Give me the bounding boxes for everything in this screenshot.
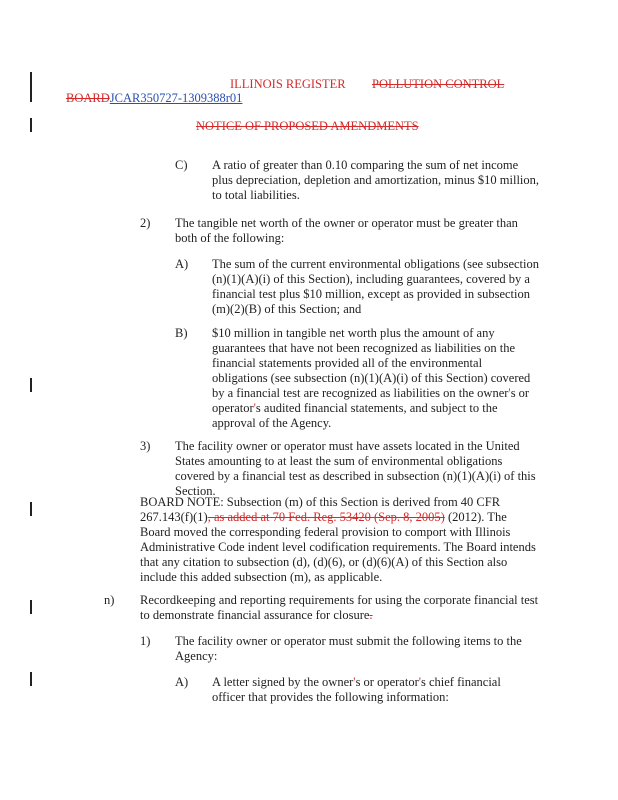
apostrophe-mark: ' bbox=[353, 675, 356, 689]
item-2a-text: The sum of the current environmental obligations (see subsection (n)(1)(A)(i) of this Section), including guarantees, covered by a financial test plus $10 million, except as provided in subsection (m)(2)(B) of this Section; and bbox=[212, 257, 539, 316]
apostrophe-mark: ' bbox=[253, 401, 256, 415]
item-3-text: The facility owner or operator must have assets located in the United States amounting to at least the sum of environmental obligations covered by a financial test as described in subsection (n)(1)(A)(i) of this Section. bbox=[175, 439, 536, 498]
board-strike-text: BOARD bbox=[66, 91, 110, 105]
item-n1-label: 1) bbox=[140, 634, 151, 648]
item-n1a-text bbox=[212, 675, 537, 705]
item-2b-text-part1: $10 million in tangible net worth plus the amount of any guarantees that have not been recognized as liabilities on the financial statements provided all of the environmental obligations (see subsection (n)(1)(A)(i) of this Section) covered by a financial test are recognized as liabilities on the owner bbox=[212, 326, 531, 400]
item-2b-label: B) bbox=[175, 326, 188, 340]
register-text: ILLINOIS REGISTER bbox=[230, 77, 346, 91]
notice-text: NOTICE OF PROPOSED AMENDMENTS bbox=[196, 119, 419, 133]
change-bar bbox=[30, 672, 32, 686]
item-n1a-label: A) bbox=[175, 675, 189, 689]
board-note-part2: (2012). The Board moved the corresponding federal provision to comport with Illinois Administrative Code indent level codification requirements. The Board intends that any citation to subsection (d), (d)(6), or (d)(6)(A) of this Section also include this added subsection (m), as applicable. bbox=[140, 510, 536, 584]
item-n-text-main: Recordkeeping and reporting requirements for using the corporate financial test to demonstrate financial assurance for closure bbox=[140, 593, 539, 622]
item-2b-text-part3: s audited financial statements, and subject to the approval of the Agency. bbox=[212, 401, 498, 430]
item-2a-label: A) bbox=[175, 257, 189, 271]
item-n1a-text-part1: A letter signed by the owner bbox=[212, 675, 354, 689]
item-2b-text-part2: s or operator bbox=[212, 386, 530, 415]
item-2-text: The tangible net worth of the owner or operator must be greater than both of the following: bbox=[175, 216, 518, 245]
agency-text: POLLUTION CONTROL bbox=[372, 77, 505, 91]
item-n-strike: . bbox=[369, 608, 373, 622]
item-3-label: 3) bbox=[140, 439, 151, 453]
item-2b-text bbox=[212, 326, 534, 431]
change-bar bbox=[30, 118, 32, 132]
agency-title bbox=[372, 77, 504, 92]
change-bar bbox=[30, 502, 32, 516]
apostrophe-mark: ' bbox=[508, 386, 511, 400]
board-note-part1: BOARD NOTE: Subsection (m) of this Section is derived from 40 CFR 267.143(f)(1) bbox=[140, 495, 501, 524]
item-n1-text: The facility owner or operator must submit the following items to the Agency: bbox=[175, 634, 522, 663]
register-title bbox=[230, 77, 346, 92]
apostrophe-mark: ' bbox=[418, 675, 421, 689]
change-bar bbox=[30, 600, 32, 614]
board-note-strike: , as added at 70 Fed. Reg. 53420 (Sep. 8, 2005) bbox=[207, 510, 445, 524]
item-n1a-text-part2: s or operator bbox=[355, 675, 419, 689]
change-bar bbox=[30, 72, 32, 102]
item-2-label: 2) bbox=[140, 216, 151, 230]
jcar-id: JCAR350727-1309388r01 bbox=[109, 91, 243, 105]
change-bar bbox=[30, 378, 32, 392]
item-c-text: A ratio of greater than 0.10 comparing the sum of net income plus depreciation, depletion and amortization, minus $10 million, to total liabilities. bbox=[212, 158, 540, 202]
item-n-text bbox=[140, 593, 540, 623]
board-note bbox=[140, 495, 538, 585]
item-c-label: C) bbox=[175, 158, 188, 172]
item-n-label: n) bbox=[104, 593, 115, 607]
board-jcar-line bbox=[66, 91, 242, 106]
item-n1a-text-part3: s chief financial officer that provides the following information: bbox=[212, 675, 501, 704]
notice-title bbox=[196, 119, 419, 134]
